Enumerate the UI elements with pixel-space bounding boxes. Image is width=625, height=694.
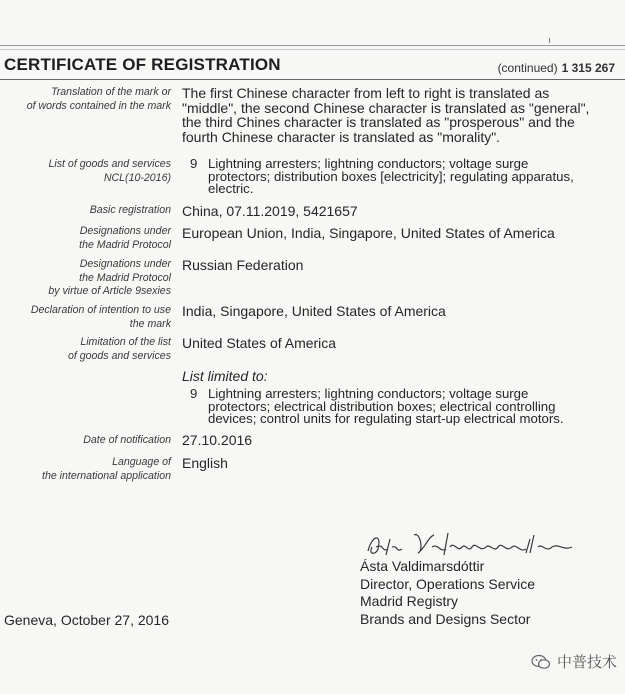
basic-registration-value: China, 07.11.2019, 5421657 [182,203,358,219]
continued-indicator [498,61,615,75]
title-rule [0,79,625,80]
language-label: Language of the international application [42,456,171,482]
registration-number: 1 315 267 [561,61,615,75]
goods-class-number: 9 [190,156,198,171]
crop-mark [549,38,550,43]
certificate-title: CERTIFICATE OF REGISTRATION [4,55,281,74]
limitation-label: Limitation of the list of goods and services [67,336,171,362]
translation-label: Translation of the mark or of words contained in the mark [26,86,171,112]
madrid-designations-value: European Union, India, Singapore, United States of America [182,225,555,241]
signatory-sector: Brands and Designs Sector [360,610,531,627]
signatory-title: Director, Operations Service [360,575,536,592]
goods-text: Lightning arresters; lightning conductors; voltage surge protectors; distribution boxes [electricity]; regulating apparatus, electric. [208,156,574,197]
watermark [531,651,617,672]
signatory-block [360,558,610,628]
signatory-name: Ásta Valdimarsdóttir [360,558,485,574]
notification-label: Date of notification [83,434,171,446]
language-value: English [182,455,228,471]
intention-value: India, Singapore, United States of America [182,303,446,319]
signatory-department: Madrid Registry [360,593,459,609]
place-and-date: Geneva, October 27, 2016 [4,612,169,628]
continued-label: (continued) [497,61,558,75]
limited-to-heading: List limited to: [182,368,268,384]
limited-class-number: 9 [190,386,198,401]
limited-goods-text: Lightning arresters; lightning conductors; voltage surge protectors; electrical distribution boxes; electrical controlling devices; control units for regulating start-up electrical motors. [208,386,564,427]
intention-label: Declaration of intention to use the mark [30,304,171,330]
notification-value: 27.10.2016 [182,432,253,448]
top-border-line-inner [0,49,625,50]
madrid-designations-label: Designations under the Madrid Protocol [79,225,171,251]
wechat-icon [531,654,551,670]
limitation-value: United States of America [182,335,337,351]
top-border-line [0,45,625,46]
art9-designations-value: Russian Federation [182,257,304,273]
art9-designations-label: Designations under the Madrid Protocol by virtue of Article 9sexies [48,258,171,297]
handwritten-signature [362,525,602,561]
translation-value: The first Chinese character from left to right is translated as "middle", the second Chinese character is translated as "general", the third Chines character is translated as "prosperous" and the fourth Chinese character is translated as "morality". [182,85,590,145]
basic-registration-label: Basic registration [89,204,171,216]
goods-label: List of goods and services NCL(10-2016) [48,158,171,184]
watermark-text: 中普技术 [556,654,617,671]
